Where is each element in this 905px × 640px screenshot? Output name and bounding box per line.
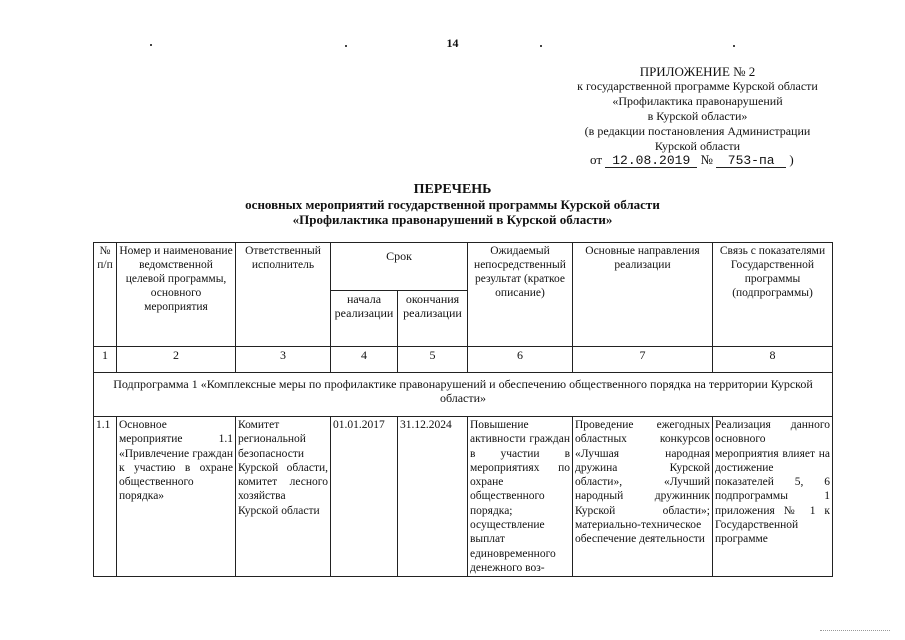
- header-executor: Ответственный исполнитель: [236, 243, 331, 347]
- header-term-start: начала реализации: [331, 291, 398, 347]
- row-end: 31.12.2024: [398, 417, 468, 577]
- scan-edge-marks: [820, 630, 890, 631]
- column-number: 7: [573, 347, 713, 373]
- number-prefix: №: [700, 152, 713, 167]
- scan-speck: [150, 44, 152, 46]
- header-link: Связь с показателями Государственной программы (подпрограммы): [713, 243, 833, 347]
- row-result: Повышение активности граждан в участии в мероприятиях по охране общественного порядка; осуществление выплат единовременного денежного воз-: [468, 417, 573, 577]
- column-number: 5: [398, 347, 468, 373]
- appendix-block: [560, 64, 835, 154]
- header-num: № п/п: [94, 243, 117, 347]
- appendix-line: в Курской области»: [647, 109, 748, 123]
- appendix-line: «Профилактика правонарушений: [612, 94, 783, 108]
- scan-speck: [733, 45, 735, 47]
- row-directions: Проведение ежегодных областных конкурсов «Лучшая народная дружина Курской области», «Лучший народный дружинник Курской области»; материально-техническое обеспечение деятельности: [573, 417, 713, 577]
- row-num: 1.1: [94, 417, 117, 577]
- subprogram-row: Подпрограмма 1 «Комплексные меры по профилактике правонарушений и обеспечению общественного порядка на территории Курской области»: [94, 373, 833, 417]
- row-start: 01.01.2017: [331, 417, 398, 577]
- column-number: 4: [331, 347, 398, 373]
- decree-line: [590, 152, 830, 168]
- title-line: основных мероприятий государственной программы Курской области: [245, 197, 660, 212]
- page-number: 14: [446, 36, 459, 50]
- appendix-line: (в редакции постановления Администрации: [584, 124, 811, 138]
- decree-date: 12.08.2019: [605, 154, 697, 168]
- scan-speck: [540, 45, 542, 47]
- header-term-end: окончания реализации: [398, 291, 468, 347]
- appendix-line: к государственной программе Курской области: [577, 79, 818, 93]
- appendix-heading: ПРИЛОЖЕНИЕ № 2: [639, 64, 756, 79]
- header-term: Срок: [331, 243, 468, 291]
- date-prefix: от: [590, 152, 603, 167]
- title-line: «Профилактика правонарушений в Курской области»: [292, 212, 613, 227]
- decree-close: ): [789, 152, 794, 167]
- document-title: [0, 182, 905, 227]
- header-directions: Основные направления реализации: [573, 243, 713, 347]
- appendix-line: Курской области: [654, 139, 741, 153]
- decree-number: 753-па: [716, 154, 786, 168]
- title-line: ПЕРЕЧЕНЬ: [413, 182, 492, 197]
- column-number: 3: [236, 347, 331, 373]
- scan-speck: [345, 45, 347, 47]
- header-name: Номер и наименование ведомственной целевой программы, основного мероприятия: [117, 243, 236, 347]
- column-number: 1: [94, 347, 117, 373]
- row-name: Основное мероприятие 1.1 «Привлечение граждан к участию в охране общественного порядка»: [117, 417, 236, 577]
- row-executor: Комитет региональной безопасности Курской области, комитет лесного хозяйства Курской области: [236, 417, 331, 577]
- row-link: Реализация данного основного мероприятия влияет на достижение показателей 5, 6 подпрограммы 1 приложения № 1 к Государственной программе: [713, 417, 833, 577]
- header-result: Ожидаемый непосредственный результат (краткое описание): [468, 243, 573, 347]
- column-number: 2: [117, 347, 236, 373]
- measures-table: [93, 242, 833, 577]
- column-number: 6: [468, 347, 573, 373]
- column-number: 8: [713, 347, 833, 373]
